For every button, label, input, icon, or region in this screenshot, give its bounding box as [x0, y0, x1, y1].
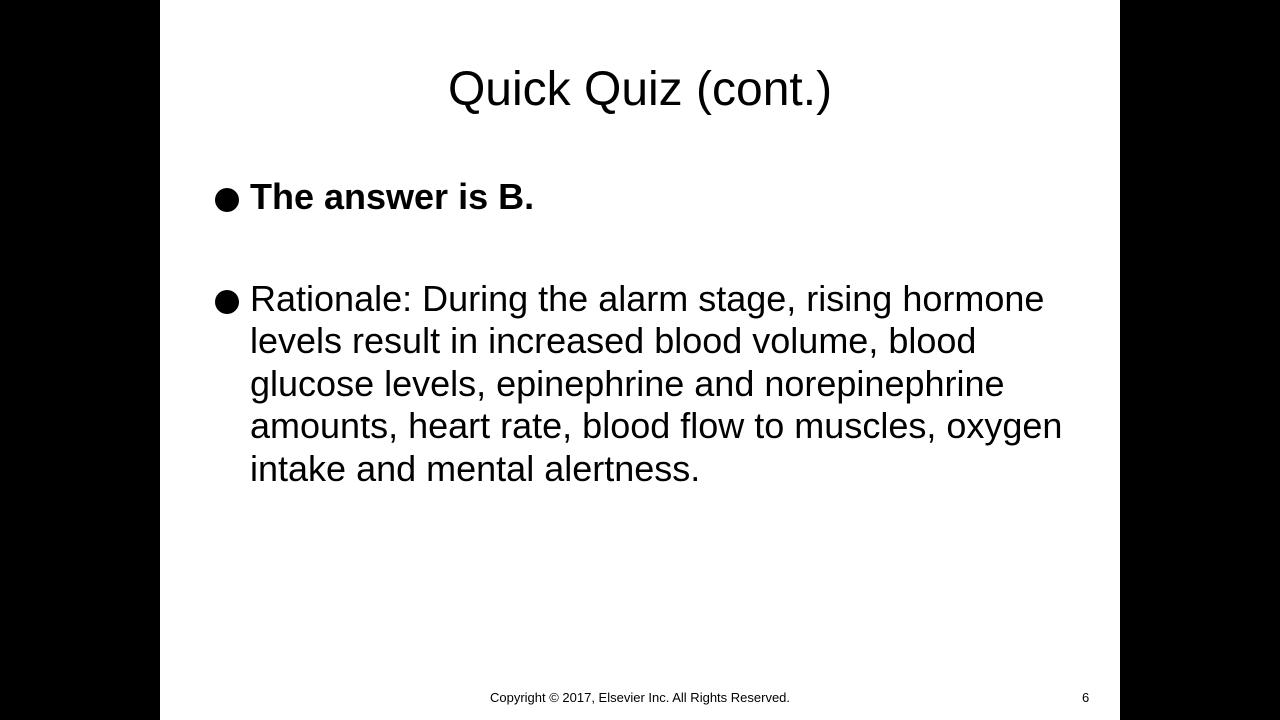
bullet-answer: [215, 176, 1085, 219]
bullet-list: [215, 176, 1085, 490]
bullet-text: The answer is B.: [250, 176, 535, 217]
bullet-dot-icon: [215, 290, 239, 314]
slide-title: Quick Quiz (cont.): [447, 63, 833, 116]
copyright-footer: Copyright © 2017, Elsevier Inc. All Rights Reserved.: [489, 690, 791, 705]
bullet-rationale: [215, 278, 1085, 491]
bullet-text: Rationale: During the alarm stage, rising hormone levels result in increased blood volume, blood glucose levels, epinephrine and norepinephrine amounts, heart rate, blood flow to muscles, oxygen intake and mental alertness.: [250, 277, 1063, 489]
slide: [160, 0, 1120, 720]
bullet-dot-icon: [215, 188, 239, 212]
page-number: 6: [1082, 690, 1090, 705]
